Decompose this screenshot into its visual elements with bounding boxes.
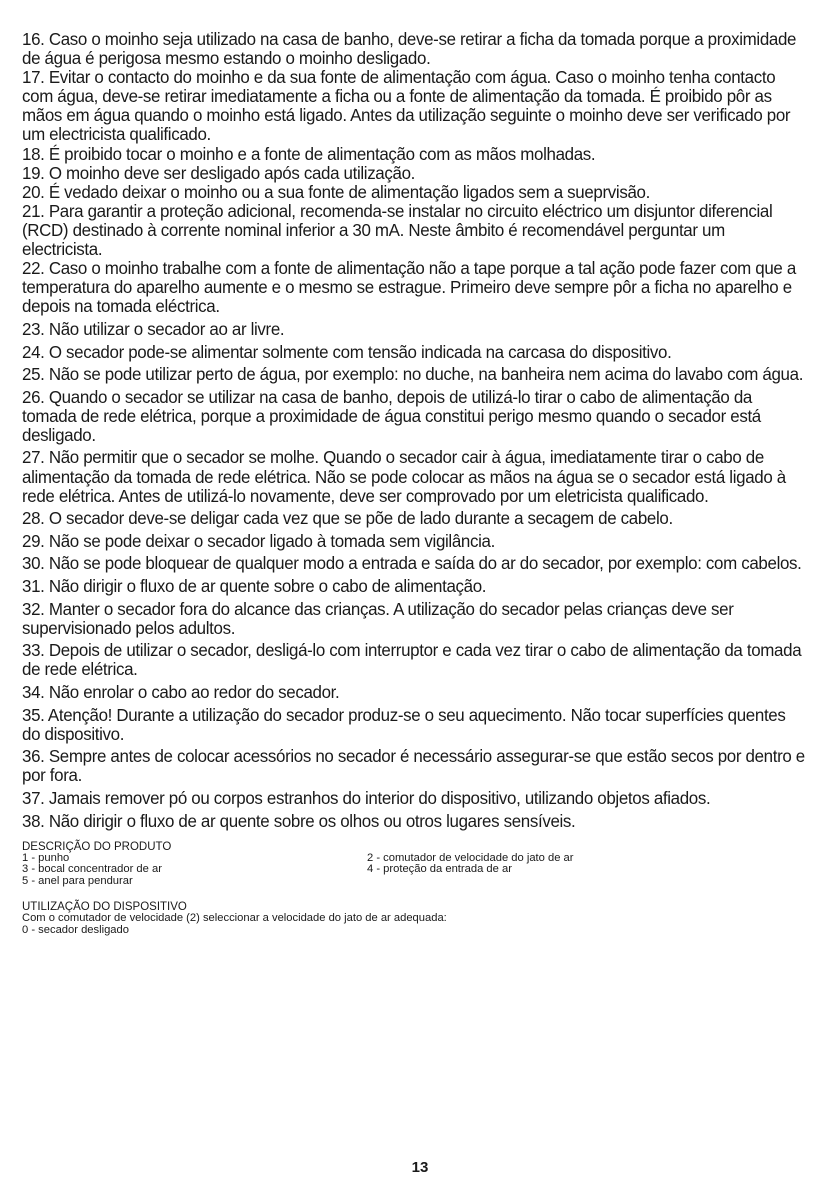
usage-intro: Com o comutador de velocidade (2) seleccionar a velocidade do jato de ar adequada: <box>22 912 447 925</box>
safety-item-25: 25. Não se pode utilizar perto de água, por exemplo: no duche, na banheira nem acima do lavabo com água. <box>22 364 804 385</box>
product-parts-list <box>22 853 818 888</box>
product-description-section <box>22 841 818 888</box>
safety-item-37: 37. Jamais remover pó ou corpos estranhos do interior do dispositivo, utilizando objetos afiados. <box>22 787 711 808</box>
part-item: 2 - comutador de velocidade do jato de ar <box>367 851 574 864</box>
safety-item-23: 23. Não utilizar o secador ao ar livre. <box>22 318 285 339</box>
part-item: 3 - bocal concentrador de ar <box>22 863 162 876</box>
safety-item-33: 33. Depois de utilizar o secador, desligá-lo com interruptor e cada vez tirar o cabo de alimentação da tomada de rede elétrica. <box>22 640 802 680</box>
safety-item-18: 18. É proibido tocar o moinho e a fonte de alimentação com as mãos molhadas. <box>22 143 596 164</box>
safety-item-28: 28. O secador deve-se deligar cada vez que se põe de lado durante a secagem de cabelo. <box>22 508 673 529</box>
part-item-empty <box>367 876 767 888</box>
safety-item-19: 19. O moinho deve ser desligado após cada utilização. <box>22 162 416 183</box>
part-item: 4 - proteção da entrada de ar <box>367 863 512 876</box>
safety-item-24: 24. O secador pode-se alimentar solmente com tensão indicada na carcasa do dispositivo. <box>22 341 672 362</box>
product-description-heading: DESCRIÇÃO DO PRODUTO <box>22 840 172 853</box>
part-item: 5 - anel para pendurar <box>22 875 133 888</box>
safety-item-22: 22. Caso o moinho trabalhe com a fonte de alimentação não a tape porque a tal ação pode fazer com que a temperatura do aparelho aumente e o mesmo se estrague. Primeiro deve sempre pôr a ficha no aparelho e depois na tomada eléctrica. <box>22 258 796 317</box>
page-number: 13 <box>411 1159 429 1176</box>
usage-item: 0 - secador desligado <box>22 923 129 936</box>
safety-item-34: 34. Não enrolar o cabo ao redor do secador. <box>22 682 340 702</box>
safety-item-31: 31. Não dirigir o fluxo de ar quente sobre o cabo de alimentação. <box>22 576 487 597</box>
part-item: 1 - punho <box>22 851 70 864</box>
safety-item-26: 26. Quando o secador se utilizar na casa de banho, depois de utilizá-lo tirar o cabo de alimentação da tomada de rede elétrica, porque a proximidade de água constitui perigo mesmo quando o secador está desligado. <box>22 386 761 445</box>
safety-instructions-list <box>22 30 818 831</box>
safety-item-35: 35. Atenção! Durante a utilização do secador produz-se o seu aquecimento. Não tocar superfícies quentes do dispositivo. <box>22 704 786 744</box>
safety-item-30: 30. Não se pode bloquear de qualquer modo a entrada e saída do ar do secador, por exemplo: com cabelos. <box>22 553 802 574</box>
usage-heading: UTILIZAÇÃO DO DISPOSITIVO <box>22 901 187 914</box>
safety-item-16: 16. Caso o moinho seja utilizado na casa de banho, deve-se retirar a ficha da tomada porque a proximidade de água é perigosa mesmo estando o moinho desligado. <box>22 29 797 69</box>
safety-item-27: 27. Não permitir que o secador se molhe. Quando o secador cair à água, imediatamente tirar o cabo de alimentação da tomada de rede elétrica. Não se pode colocar as mãos na água se o secador está ligado à rede elétrica. Antes de utilizá-lo novamente, deve ser comprovado por um eletricista qualificado. <box>22 447 786 506</box>
usage-section <box>22 901 818 937</box>
safety-item-38: 38. Não dirigir o fluxo de ar quente sobre os olhos ou otros lugares sensíveis. <box>22 810 576 831</box>
safety-item-32: 32. Manter o secador fora do alcance das crianças. A utilização do secador pelas crianças deve ser supervisionado pelos adultos. <box>22 598 734 638</box>
safety-item-17: 17. Evitar o contacto do moinho e da sua fonte de alimentação com água. Caso o moinho tenha contacto com água, deve-se retirar imediatamente a ficha ou a fonte de alimentação da tomada. É proibido pôr as mãos em água quando o moinho está ligado. Antes da utilização seguinte o moinho deve ser verificado por um electricista qualificado. <box>22 67 791 145</box>
safety-item-29: 29. Não se pode deixar o secador ligado à tomada sem vigilância. <box>22 530 495 551</box>
safety-item-21: 21. Para garantir a proteção adicional, recomenda-se instalar no circuito eléctrico um disjuntor diferencial (RCD) destinado à corrente nominal inferior a 30 mA. Neste âmbito é recomendável perguntar um electricista. <box>22 200 773 260</box>
manual-page <box>22 30 818 937</box>
safety-item-20: 20. É vedado deixar o moinho ou a sua fonte de alimentação ligados sem a sueprvisão. <box>22 181 650 202</box>
safety-item-36: 36. Sempre antes de colocar acessórios no secador é necessário assegurar-se que estão secos por dentro e por fora. <box>22 746 805 786</box>
